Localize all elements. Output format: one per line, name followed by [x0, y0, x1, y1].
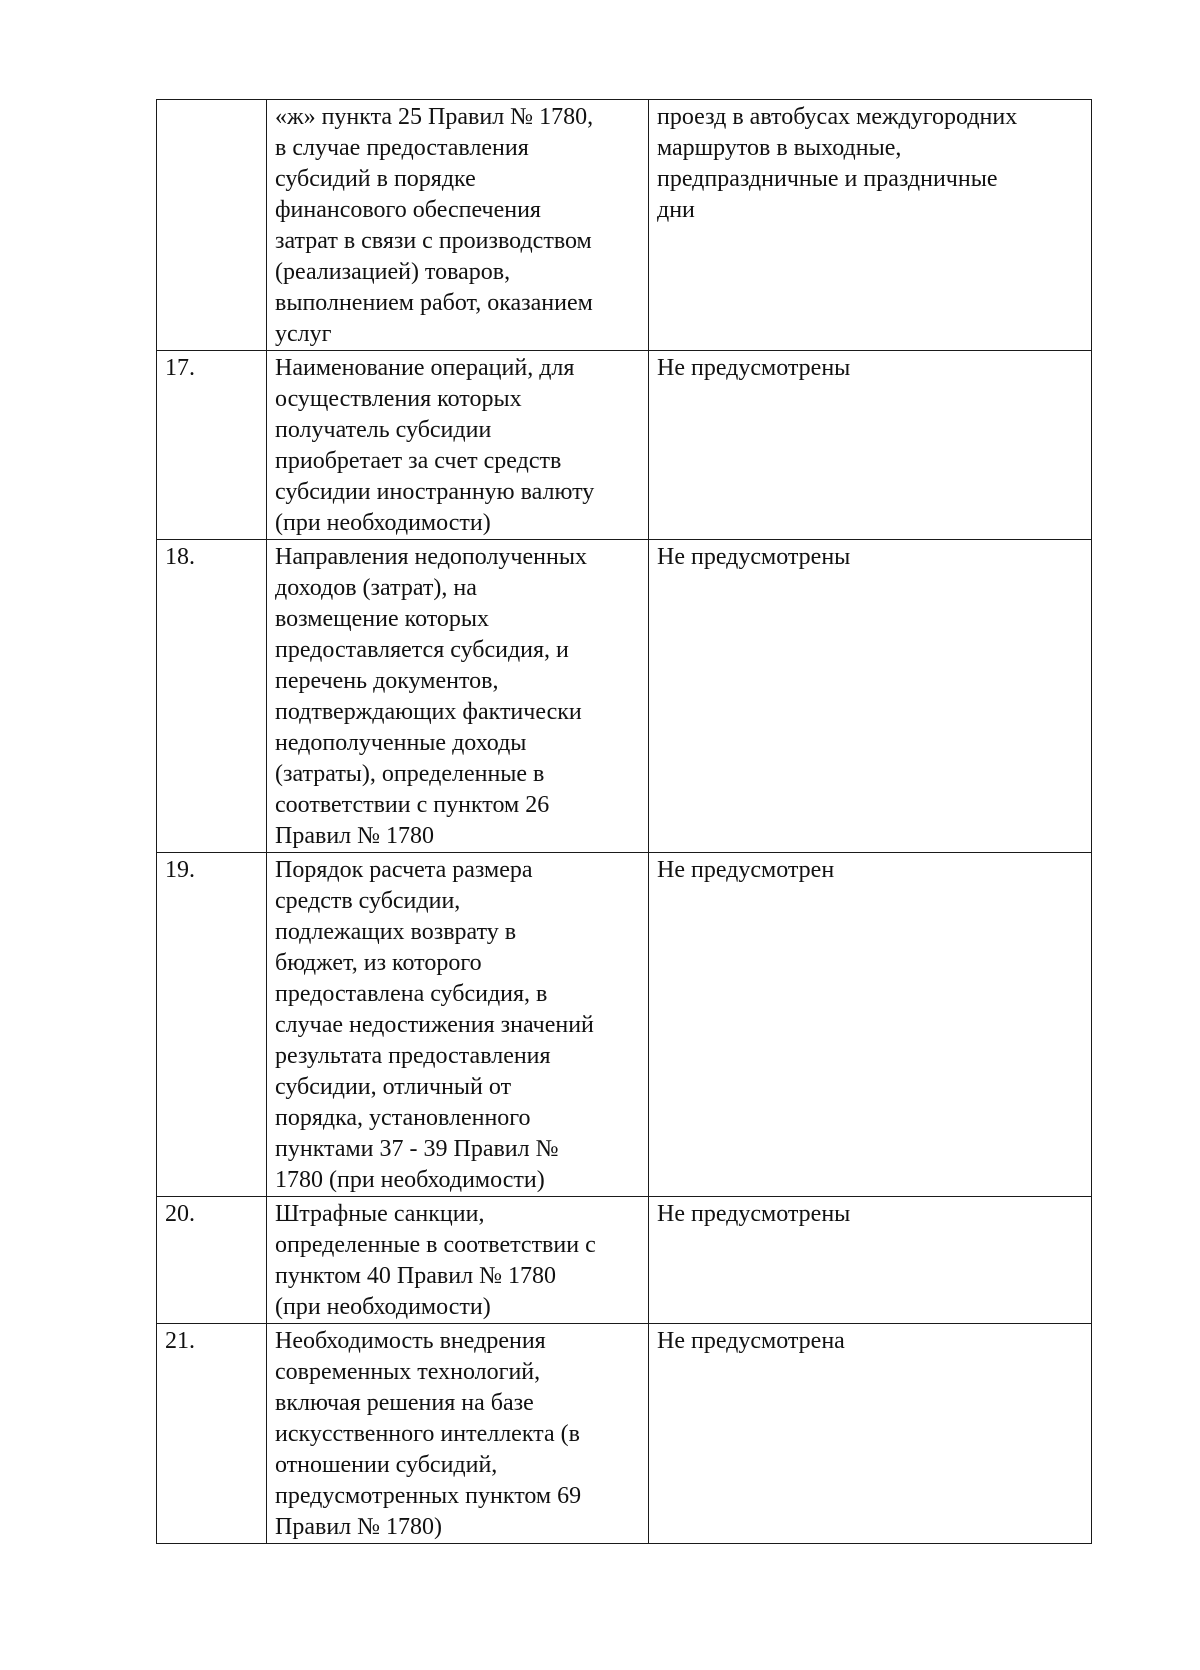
parameter-cell: Наименование операций, для осуществления которых получатель субсидии приобретает за счет средств субсидии иностранную валюту (при необходимости) [267, 351, 649, 540]
parameter-cell: Порядок расчета размера средств субсидии, подлежащих возврату в бюджет, из которого предоставлена субсидия, в случае недостижения значений результата предоставления субсидии, отличный от порядка, установленного пунктами 37 - 39 Правил № 1780 (при необходимости) [267, 853, 649, 1197]
row-number-cell [157, 100, 267, 351]
value-cell: Не предусмотрены [649, 540, 1092, 853]
row-number-cell: 19. [157, 853, 267, 1197]
parameter-cell: Направления недополученных доходов (затрат), на возмещение которых предоставляется субсидия, и перечень документов, подтверждающих фактически недополученные доходы (затраты), определенные в соответствии с пунктом 26 Правил № 1780 [267, 540, 649, 853]
table-row [157, 1197, 1092, 1324]
table-row [157, 100, 1092, 351]
row-number-cell: 21. [157, 1324, 267, 1544]
value-cell: Не предусмотрен [649, 853, 1092, 1197]
subsidy-terms-table [156, 99, 1092, 1544]
table-row [157, 1324, 1092, 1544]
value-cell: проезд в автобусах междугородних маршрутов в выходные, предпраздничные и праздничные дни [649, 100, 1092, 351]
parameter-cell: Штрафные санкции, определенные в соответствии с пунктом 40 Правил № 1780 (при необходимости) [267, 1197, 649, 1324]
value-cell: Не предусмотрены [649, 351, 1092, 540]
parameter-cell: «ж» пункта 25 Правил № 1780, в случае предоставления субсидий в порядке финансового обеспечения затрат в связи с производством (реализацией) товаров, выполнением работ, оказанием услуг [267, 100, 649, 351]
row-number-cell: 20. [157, 1197, 267, 1324]
value-cell: Не предусмотрены [649, 1197, 1092, 1324]
table-row [157, 540, 1092, 853]
parameter-cell: Необходимость внедрения современных технологий, включая решения на базе искусственного интеллекта (в отношении субсидий, предусмотренных пунктом 69 Правил № 1780) [267, 1324, 649, 1544]
row-number-cell: 18. [157, 540, 267, 853]
value-cell: Не предусмотрена [649, 1324, 1092, 1544]
row-number-cell: 17. [157, 351, 267, 540]
table-row [157, 853, 1092, 1197]
table-row [157, 351, 1092, 540]
